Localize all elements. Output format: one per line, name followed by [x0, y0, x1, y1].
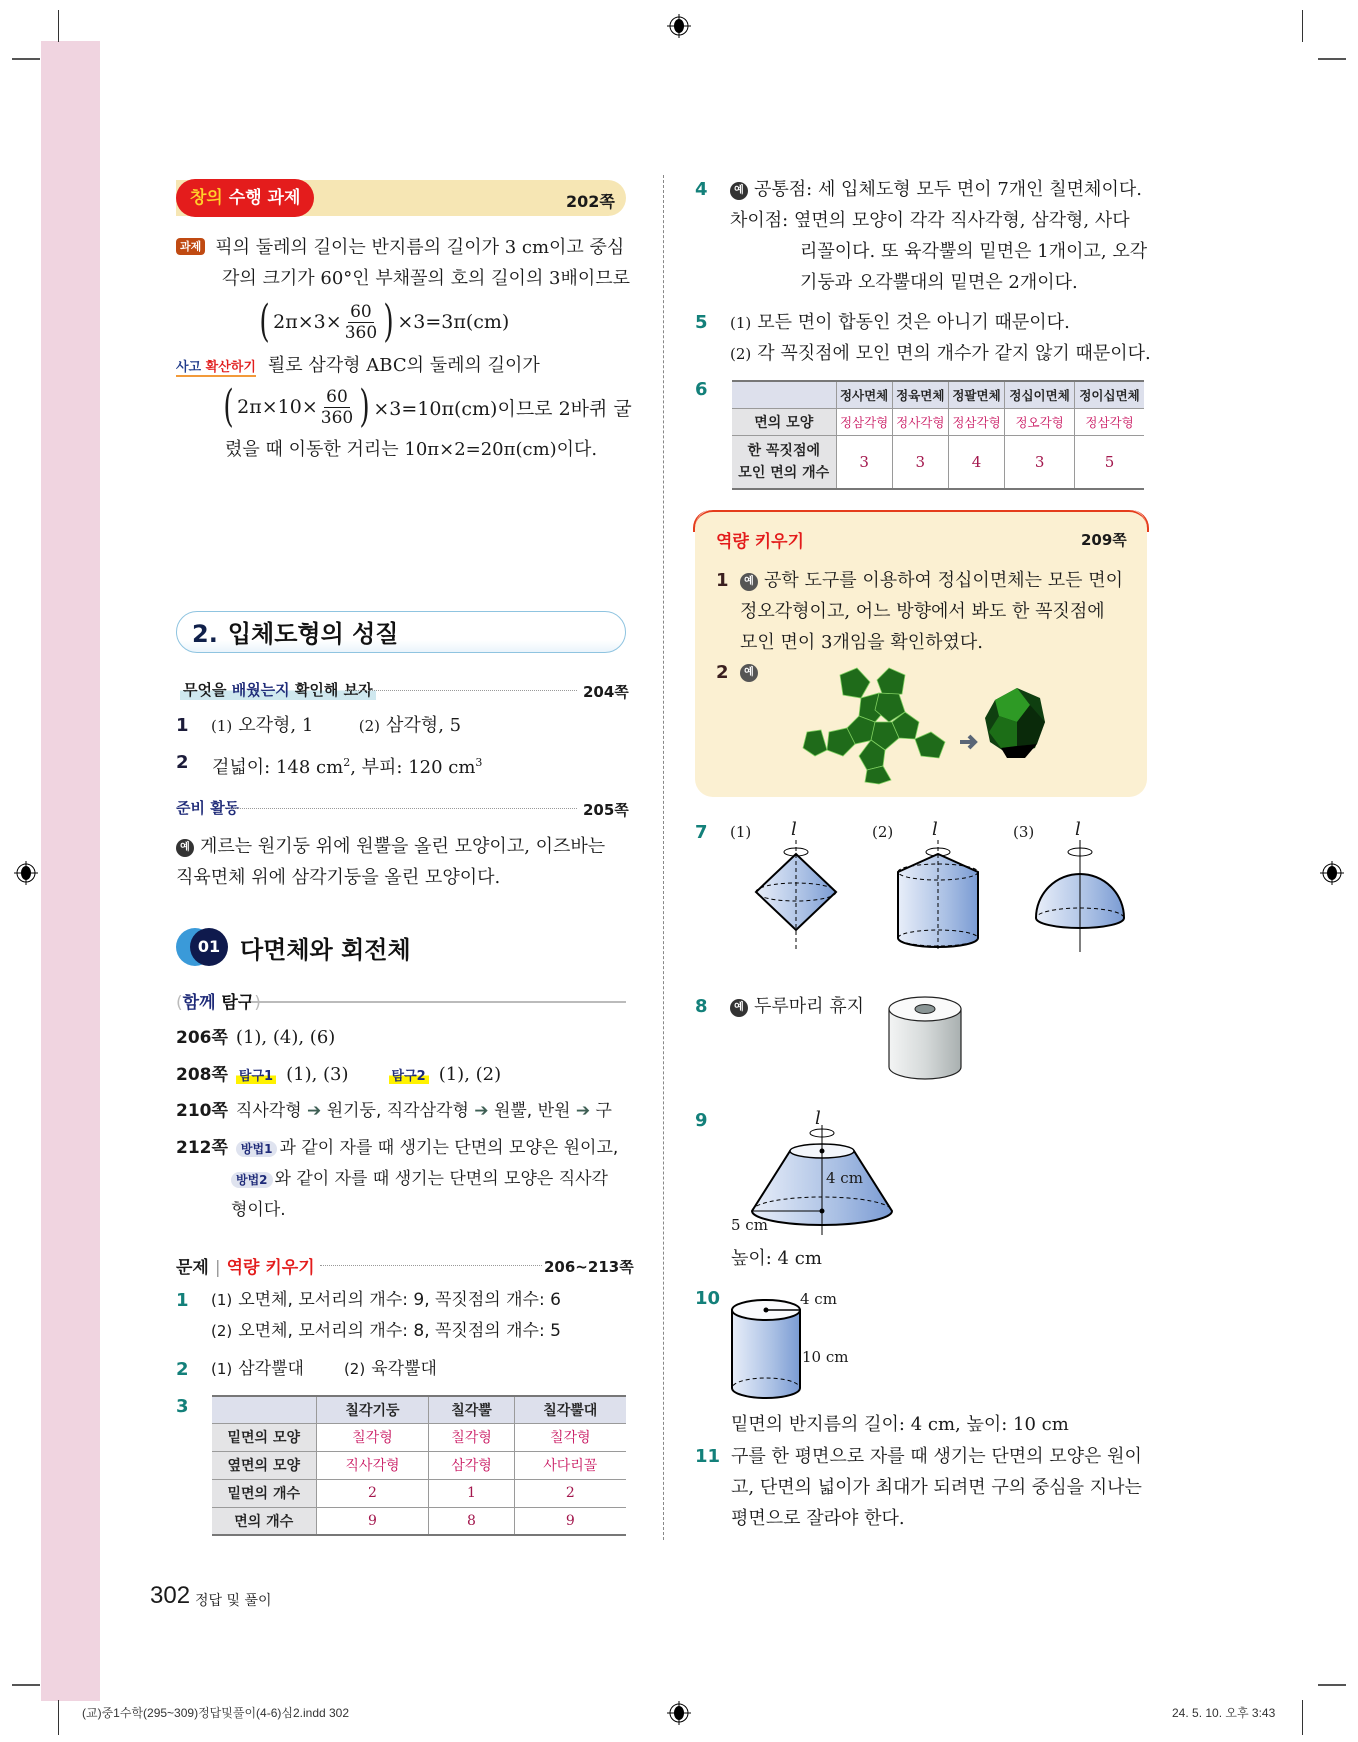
- section-number: 2.: [192, 620, 218, 648]
- task-text-line2: 각의 크기가 60°인 부채꼴의 호의 길이의 3배이므로: [222, 268, 631, 289]
- axis-label: l: [1075, 819, 1081, 840]
- question-number: 11: [695, 1446, 721, 1467]
- answer-text: (1), (3): [286, 1064, 349, 1085]
- review-head-c: 확인해 보자: [289, 681, 373, 699]
- answer-text: 모든 면이 합동인 것은 아니기 때문이다.: [757, 312, 1070, 333]
- table-cell: 직사각형: [316, 1451, 429, 1479]
- fraction-numerator: 60: [326, 386, 348, 407]
- explore-rule: [251, 1001, 626, 1003]
- problem2: [211, 1354, 437, 1385]
- row-header: [732, 435, 836, 489]
- q10-radius-label: 4 cm: [800, 1290, 837, 1308]
- review-page-ref: 204쪽: [583, 683, 629, 701]
- sub-mark: (1): [730, 314, 752, 332]
- table-cell: 칠각형: [316, 1423, 429, 1451]
- answer-text: 오면체, 모서리의 개수: 8, 꼭짓점의 개수: 5: [238, 1321, 561, 1341]
- crop-mark: [58, 10, 59, 42]
- example-badge-icon: 예: [740, 664, 758, 682]
- table-cell: 8: [429, 1507, 514, 1535]
- crop-mark: [1302, 1700, 1303, 1735]
- question-number: 2: [176, 1359, 189, 1380]
- answer-text: 두루마리 휴지: [754, 996, 865, 1017]
- page-label: 212쪽: [176, 1138, 228, 1158]
- sub-mark: (2): [343, 1360, 366, 1378]
- axis-label: l: [815, 1108, 821, 1129]
- table-cell: 정오각형: [1005, 408, 1075, 435]
- example-badge-icon: 예: [176, 839, 194, 857]
- method-tag: 방법1: [236, 1141, 278, 1157]
- think-tag-a: 사고: [176, 360, 202, 375]
- q8-answer: [730, 991, 864, 1022]
- answer-text: 구: [595, 1101, 612, 1121]
- formula-right: ×3=3π(cm): [397, 311, 510, 333]
- separator: |: [214, 1258, 221, 1278]
- explore-tag: 탐구1: [236, 1069, 276, 1084]
- sub-mark: (1): [211, 1291, 233, 1309]
- problem3-table: [212, 1395, 626, 1536]
- explore-row-212-end: 형이다.: [231, 1200, 286, 1220]
- capacity-page-ref: 209쪽: [1081, 531, 1127, 549]
- crop-mark: [12, 58, 40, 60]
- badge-highlight-text: 창의: [190, 188, 223, 208]
- page-label: 210쪽: [176, 1101, 228, 1121]
- answer-text: 오면체, 모서리의 개수: 9, 꼭짓점의 개수: 6: [238, 1290, 561, 1310]
- page-number: 302: [150, 1582, 191, 1609]
- sub-mark: (2): [211, 1322, 233, 1340]
- fraction: [345, 302, 377, 343]
- paren-open: (: [259, 296, 270, 347]
- answer-text: 오각형, 1: [238, 715, 314, 736]
- q11-line2: 고, 단면의 넓이가 최대가 되려면 구의 중심을 지나는: [731, 1477, 1142, 1498]
- explore-row-212-cont: [231, 1164, 608, 1196]
- superscript: 2: [343, 756, 351, 769]
- paren-open: (: [223, 381, 234, 432]
- fraction-denominator: 360: [344, 322, 378, 343]
- answer-text: 육각뿔대: [371, 1359, 437, 1379]
- crop-mark: [1318, 58, 1346, 60]
- explore-tag: 탐구2: [389, 1069, 429, 1084]
- q4-diff-line3: 기둥과 오각뿔대의 밑면은 2개이다.: [800, 272, 1078, 293]
- fraction-denominator: 360: [320, 407, 354, 428]
- creative-task-badge: [176, 179, 314, 217]
- prep-page-ref: 205쪽: [583, 801, 629, 819]
- sub-mark: (1): [211, 717, 233, 735]
- q7-label-2: (2): [872, 823, 894, 841]
- table-row: [212, 1479, 626, 1507]
- table-cell: 5: [1075, 435, 1144, 489]
- table-cell: 정삼각형: [836, 408, 892, 435]
- dodecahedron-net-illustration: [755, 660, 1045, 785]
- answer-text: 직사각형: [235, 1101, 302, 1121]
- table-cell: 4: [948, 435, 1004, 489]
- page-label: 206쪽: [176, 1028, 228, 1048]
- question-number: 1: [176, 715, 189, 736]
- question-number: 6: [695, 379, 708, 400]
- prep-paragraph: [176, 831, 628, 893]
- explore-row-208: [176, 1059, 501, 1092]
- row-header: 옆면의 모양: [212, 1451, 316, 1479]
- answer-text: 삼각뿔대: [238, 1359, 304, 1379]
- rotation-solids-illustration: [740, 840, 1140, 960]
- answer-text: 와 같이 자를 때 생기는 단면의 모양은 직사각: [274, 1169, 608, 1189]
- table-cell: 사다리꼴: [514, 1451, 626, 1479]
- question-number: 4: [695, 179, 708, 200]
- question-number: 3: [176, 1396, 189, 1417]
- question-number: 8: [695, 996, 708, 1017]
- question-number: 1: [716, 570, 729, 591]
- q5-b: [730, 338, 1151, 370]
- question-number: 2: [176, 752, 189, 773]
- answer-text: 원뿔, 반원: [493, 1101, 571, 1121]
- capacity-title: 역량 키우기: [716, 532, 805, 552]
- chapter-number-badge: [176, 928, 228, 966]
- page-margin-band: [41, 41, 100, 1701]
- crop-mark: [58, 1700, 59, 1735]
- capacity-q1-line2: 정오각형이고, 어느 방향에서 봐도 한 꼭짓점에: [740, 601, 1105, 622]
- explore-row-210: [176, 1096, 612, 1127]
- formula-reuleaux: [220, 381, 632, 432]
- fraction: [321, 387, 353, 428]
- answer-text: (1), (2): [438, 1064, 502, 1085]
- crop-mark: [1302, 10, 1303, 42]
- arrow-right-icon: ➔: [307, 1101, 322, 1121]
- question-number: 2: [716, 662, 729, 683]
- chapter-heading: [176, 928, 411, 966]
- page-label: 208쪽: [176, 1065, 228, 1085]
- review-head-a: 무엇을: [183, 681, 232, 699]
- table-header: 칠각뿔대: [514, 1396, 626, 1423]
- answer-text: 공통점: 세 입체도형 모두 면이 7개인 칠면체이다.: [754, 179, 1142, 200]
- chapter-title: 다면체와 회전체: [240, 935, 411, 964]
- task-paragraph: [176, 232, 630, 294]
- q10-height-label: 10 cm: [802, 1348, 849, 1366]
- paren-close: ): [359, 381, 370, 432]
- registration-mark-icon: [1319, 860, 1345, 886]
- registration-mark-icon: [666, 1700, 692, 1726]
- sub-mark: (1): [211, 1360, 233, 1378]
- prep-line2: 직육면체 위에 삼각기둥을 올린 모양이다.: [176, 867, 501, 888]
- registration-mark-icon: [666, 13, 692, 39]
- row-header: 밑면의 모양: [212, 1423, 316, 1451]
- formula-right: ×3=10π(cm)이므로 2바퀴 굴: [373, 397, 632, 420]
- table-cell: 정사각형: [892, 408, 948, 435]
- table-header: 칠각기둥: [316, 1396, 429, 1423]
- arrow-right-icon: ➔: [575, 1101, 591, 1121]
- row-header-line: 한 꼭짓점에: [747, 442, 820, 459]
- table-cell: 3: [1005, 435, 1075, 489]
- answer-text: (1), (4), (6): [235, 1027, 336, 1048]
- toilet-paper-roll-illustration: [887, 993, 963, 1085]
- table-header: 정십이면체: [1005, 381, 1075, 408]
- q6-regular-polyhedra-table: [732, 380, 1144, 490]
- review-answer-2: [212, 747, 482, 783]
- table-cell: 3: [892, 435, 948, 489]
- answer-text: 과 같이 자를 때 생기는 단면의 모양은 원이고,: [279, 1138, 619, 1158]
- q7-label-3: (3): [1013, 823, 1035, 841]
- table-cell: 2: [316, 1479, 429, 1507]
- explore-heading: (함께 탐구): [176, 993, 261, 1013]
- think-text-end: 렸을 때 이동한 거리는 10π×2=20π(cm)이다.: [225, 439, 598, 460]
- arrow-right-icon: ➔: [474, 1101, 489, 1121]
- question-number: 10: [695, 1288, 721, 1309]
- table-cell: 정삼각형: [1075, 408, 1144, 435]
- table-cell: 1: [429, 1479, 514, 1507]
- badge-text: 수행 과제: [222, 188, 301, 208]
- table-cell: 칠각형: [514, 1423, 626, 1451]
- think-tag: [176, 360, 256, 377]
- formula-left: 2π×10×: [237, 396, 318, 418]
- column-divider: [663, 175, 664, 1540]
- row-header: 면의 모양: [732, 408, 836, 435]
- table-cell: 3: [836, 435, 892, 489]
- footer-label: 정답 및 풀이: [195, 1593, 272, 1609]
- formula-left: 2π×3×: [273, 311, 342, 333]
- example-badge-icon: 예: [740, 573, 758, 591]
- prep-line1: 게르는 원기둥 위에 원뿔을 올린 모양이고, 이즈바는: [200, 836, 606, 857]
- problems-head-a: 문제: [176, 1258, 209, 1278]
- dotted-leader: [320, 1265, 542, 1266]
- paren-close: ): [383, 296, 394, 347]
- q11-line3: 평면으로 잘라야 한다.: [731, 1508, 905, 1529]
- explore-head-a: 함께: [182, 993, 216, 1013]
- problems-heading: [176, 1253, 315, 1278]
- row-header: 면의 개수: [212, 1507, 316, 1535]
- table-cell: 2: [514, 1479, 626, 1507]
- section-title: [192, 614, 398, 649]
- question-number: 5: [695, 312, 708, 333]
- answer-text: 각 꼭짓점에 모인 면의 개수가 같지 않기 때문이다.: [757, 343, 1151, 364]
- answer-text: 공학 도구를 이용하여 정십이면체는 모든 면이: [764, 570, 1123, 591]
- table-header: [732, 381, 836, 408]
- table-row: [732, 435, 1144, 489]
- q4-diff-line2: 리꼴이다. 또 육각뿔의 밑면은 1개이고, 오각: [800, 241, 1148, 262]
- problem1-a: [211, 1285, 561, 1316]
- problems-page-ref: 206~213쪽: [544, 1258, 634, 1276]
- table-header: 정사면체: [836, 381, 892, 408]
- print-slug-timestamp: 24. 5. 10. 오후 3:43: [1172, 1706, 1276, 1720]
- q9-radius-label: 5 cm: [731, 1216, 768, 1234]
- capacity-q1-line3: 모인 면이 3개임을 확인하였다.: [740, 632, 983, 653]
- table-cell: 9: [514, 1507, 626, 1535]
- capacity-q1-line1: [740, 565, 1123, 596]
- crop-mark: [1318, 1684, 1346, 1686]
- table-cell: 9: [316, 1507, 429, 1535]
- q7-label-1: (1): [730, 823, 752, 841]
- think-tag-b: 확산하기: [205, 360, 256, 375]
- task-text-line1: 픽의 둘레의 길이는 반지름의 길이가 3 cm이고 중심: [215, 237, 625, 258]
- crop-mark: [12, 1684, 40, 1686]
- formula-arc-length: [256, 296, 510, 347]
- answer-text: 삼각형, 5: [386, 715, 462, 736]
- table-row: [212, 1507, 626, 1535]
- dotted-leader: [345, 690, 577, 691]
- axis-label: l: [791, 819, 797, 840]
- prep-heading: 준비 활동: [176, 799, 240, 817]
- q4-diff: [730, 205, 1130, 236]
- axis-label: l: [932, 819, 938, 840]
- example-badge-icon: 예: [730, 999, 748, 1017]
- table-header: [212, 1396, 316, 1423]
- sub-mark: (2): [358, 717, 381, 735]
- table-row: [212, 1423, 626, 1451]
- table-cell: 삼각형: [429, 1451, 514, 1479]
- question-number: 9: [695, 1110, 708, 1131]
- row-header: 밑면의 개수: [212, 1479, 316, 1507]
- answer-text: 원기둥, 직각삼각형: [326, 1101, 469, 1121]
- review-head-b: 배웠는지: [231, 681, 290, 699]
- table-header: 정팔면체: [948, 381, 1004, 408]
- section-title-text: 입체도형의 성질: [227, 620, 399, 648]
- cylinder-illustration: [728, 1296, 808, 1406]
- table-header: 칠각뿔: [429, 1396, 514, 1423]
- q9-height-label: 4 cm: [826, 1169, 863, 1187]
- q4-common: [730, 174, 1142, 205]
- chapter-number: 01: [190, 928, 228, 966]
- table-cell: 칠각형: [429, 1423, 514, 1451]
- table-header: 정이십면체: [1075, 381, 1144, 408]
- row-header-line: 모인 면의 개수: [738, 464, 830, 481]
- q11-line1: 구를 한 평면으로 자를 때 생기는 단면의 모양은 원이: [731, 1446, 1142, 1467]
- diff-label: 차이점:: [730, 210, 789, 231]
- creative-task-page-ref: 202쪽: [566, 192, 615, 211]
- example-badge-icon: 예: [730, 182, 748, 200]
- answer-text: 겉넓이: 148 cm: [212, 757, 344, 778]
- review-answer-1: [211, 710, 461, 742]
- sub-mark: (2): [730, 345, 752, 363]
- answer-text: 옆면의 모양이 각각 직사각형, 삼각형, 사다: [793, 210, 1130, 231]
- q9-answer: 높이: 4 cm: [731, 1248, 822, 1269]
- method-tag: 방법2: [231, 1172, 273, 1188]
- table-header: 정육면체: [892, 381, 948, 408]
- dotted-leader: [230, 808, 577, 809]
- table-row: [212, 1451, 626, 1479]
- q5-a: [730, 307, 1070, 339]
- question-number: 7: [695, 822, 708, 843]
- problems-head-b: 역량 키우기: [226, 1258, 315, 1278]
- table-row: [732, 408, 1144, 435]
- superscript: 3: [475, 756, 483, 769]
- q10-answer: 밑면의 반지름의 길이: 4 cm, 높이: 10 cm: [731, 1414, 1069, 1435]
- think-paragraph: [176, 350, 540, 383]
- registration-mark-icon: [13, 860, 39, 886]
- table-cell: 정삼각형: [948, 408, 1004, 435]
- print-slug-filename: (교)중1수학(295~309)정답및풀이(4-6)심2.indd 302: [82, 1706, 350, 1720]
- explore-row-206: [176, 1022, 335, 1054]
- think-text: 뢸로 삼각형 ABC의 둘레의 길이가: [267, 355, 540, 376]
- answer-text: , 부피: 120 cm: [350, 757, 476, 778]
- task-tag: 과제: [176, 238, 205, 255]
- fraction-numerator: 60: [350, 301, 372, 322]
- explore-row-212: [176, 1133, 618, 1165]
- explore-head-b: 탐구: [215, 993, 255, 1013]
- problem1-b: [211, 1316, 561, 1347]
- question-number: 1: [176, 1290, 189, 1311]
